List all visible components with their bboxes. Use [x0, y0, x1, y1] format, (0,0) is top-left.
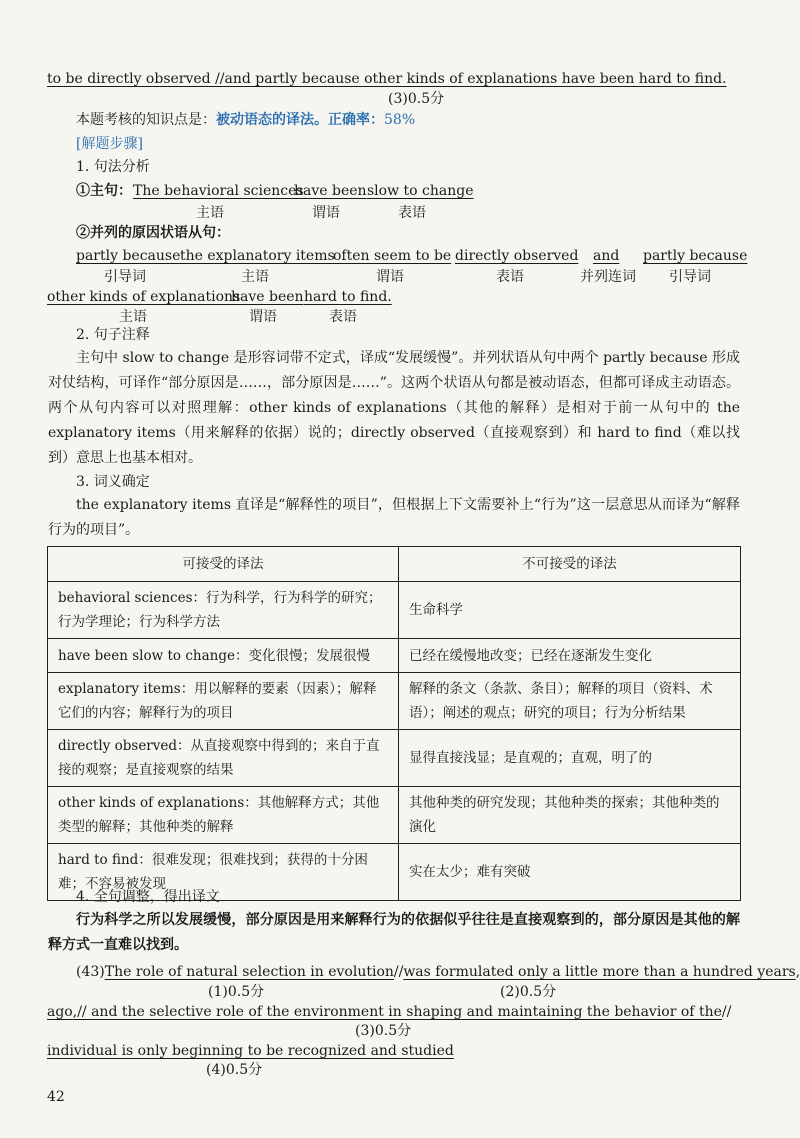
unacceptable-cell: 已经在缓慢地改变；已经在逐渐发生变化	[399, 639, 741, 673]
main-clause-label: ①主句：	[76, 183, 132, 199]
row1-role-5: 引导词	[669, 269, 711, 285]
row1-part-1: the explanatory items	[180, 248, 335, 264]
table-row	[48, 673, 741, 730]
row1-role-4: 并列连词	[580, 269, 636, 285]
row1-role-1: 主语	[241, 269, 269, 285]
acceptable-cell: have been slow to change：变化很慢；发展很慢	[48, 639, 399, 673]
main-role-1: 谓语	[312, 205, 340, 221]
q43-seg1: The role of natural selection in evolution	[104, 964, 394, 980]
clause-label: ②并列的原因状语从句：	[76, 225, 230, 241]
table-row	[48, 730, 741, 787]
knowledge-line	[76, 111, 415, 129]
header-unacceptable: 不可接受的译法	[399, 547, 741, 582]
knowledge-point: 被动语态的译法。	[216, 112, 328, 128]
row1-role-2: 谓语	[376, 269, 404, 285]
acceptable-cell: hard to find：很难发现；很难找到；获得的十分困难；不容易被发现	[48, 844, 399, 901]
row1-role-0: 引导词	[104, 269, 146, 285]
row2-role-1: 谓语	[249, 309, 277, 325]
row1-part-2: often seem to be	[333, 248, 452, 264]
row2-role-0: 主语	[119, 309, 147, 325]
row1-part-4: and	[593, 248, 620, 264]
rate-label: 正确率：	[328, 112, 384, 128]
main-role-2: 表语	[398, 205, 426, 221]
q43-sep2: //	[721, 1004, 732, 1020]
sec1-title: 1. 句法分析	[76, 159, 150, 175]
q43-sep1: //	[393, 964, 404, 980]
q43-score4: (4)0.5分	[206, 1062, 263, 1078]
q43-score1: (1)0.5分	[208, 984, 265, 1000]
row1-part-5: partly because	[643, 248, 748, 264]
table-row	[48, 639, 741, 673]
acceptable-cell: other kinds of explanations：其他解释方式；其他类型的解释；其他种类的解释	[48, 787, 399, 844]
acceptable-cell: explanatory items：用以解释的要素（因素）；解释它们的内容；解释行为的项目	[48, 673, 399, 730]
row1-part-0: partly because	[76, 248, 181, 264]
translation-table	[47, 546, 741, 901]
row2-part-2: hard to find.	[304, 289, 392, 305]
acceptable-cell: behavioral sciences：行为科学，行为科学的研究；行为学理论；行为科学方法	[48, 582, 399, 639]
row2-role-2: 表语	[329, 309, 357, 325]
sec2-title: 2. 句子注释	[76, 327, 150, 343]
sec3-body: the explanatory items 直译是“解释性的项目”，但根据上下文需要补上“行为”这一层意思从而译为“解释行为的项目”。	[48, 497, 740, 538]
q43-line2	[47, 1003, 731, 1021]
page-number: 42	[47, 1089, 65, 1105]
q43-comma: ,	[795, 964, 800, 980]
acceptable-cell: directly observed：从直接观察中得到的；来自于直接的观察；是直接观察的结果	[48, 730, 399, 787]
q43-seg2-end: ago	[47, 1004, 73, 1020]
q43-score3: (3)0.5分	[355, 1023, 412, 1039]
unacceptable-cell: 解释的条文（条款、条目）；解释的项目（资料、术语）；阐述的观点；研究的项目；行为分析结果	[399, 673, 741, 730]
table-row	[48, 582, 741, 639]
unacceptable-cell: 实在太少；难有突破	[399, 844, 741, 901]
q43-number: (43)	[76, 964, 105, 980]
row1-role-3: 表语	[496, 269, 524, 285]
table-row	[48, 787, 741, 844]
unacceptable-cell: 显得直接浅显；是直观的；直观，明了的	[399, 730, 741, 787]
sec4-body: 行为科学之所以发展缓慢，部分原因是用来解释行为的依据似乎往往是直接观察到的，部分原因是其他的解释方式一直难以找到。	[48, 912, 740, 953]
sec4-title: 4. 全句调整，得出译文	[76, 889, 220, 905]
main-part-1: have been	[294, 183, 367, 199]
row2-part-1: have been	[231, 289, 304, 305]
sec2-body: 主句中 slow to change 是形容词带不定式，译成“发展缓慢”。并列状语从句中两个 partly because 形成对仗结构，可译作“部分原因是……，部分原因是……”。这两个状语从句都是被动语态，但都可译成主动语态。两个从句内容可以对照理解：other kinds of explanations（其他的解释）是相对于前一从句中的 the explanatory items（用来解释的依据）说的；directly observed（直接观察到）和 hard to find（难以找到）意思上也基本相对。	[48, 350, 740, 466]
table-header-row	[48, 547, 741, 582]
main-role-0: 主语	[196, 205, 224, 221]
main-part-0: The behavioral sciences	[133, 183, 304, 199]
q43-line1	[76, 963, 800, 981]
q43-score2: (2)0.5分	[500, 984, 557, 1000]
top-score: (3)0.5分	[388, 91, 445, 107]
sec3-title: 3. 词义确定	[76, 474, 150, 490]
row2-part-0: other kinds of explanations	[47, 289, 241, 305]
row1-part-3: directly observed	[455, 248, 579, 264]
header-acceptable: 可接受的译法	[48, 547, 399, 582]
unacceptable-cell: 生命科学	[399, 582, 741, 639]
unacceptable-cell: 其他种类的研究发现；其他种类的探索；其他种类的演化	[399, 787, 741, 844]
top-line: to be directly observed //and partly because other kinds of explanations have been hard to find.	[47, 71, 727, 87]
q43-seg3: ,// and the selective role of the environment in shaping and maintaining the behavior of the	[72, 1004, 722, 1020]
main-part-2: slow to change	[367, 183, 474, 199]
steps-header: [解题步骤]	[76, 136, 143, 152]
q43-seg2: was formulated only a little more than a hundred years	[403, 964, 796, 980]
rate-value: 58%	[384, 112, 416, 128]
q43-seg4: individual is only beginning to be recognized and studied	[47, 1043, 454, 1059]
knowledge-prefix: 本题考核的知识点是：	[76, 112, 216, 128]
